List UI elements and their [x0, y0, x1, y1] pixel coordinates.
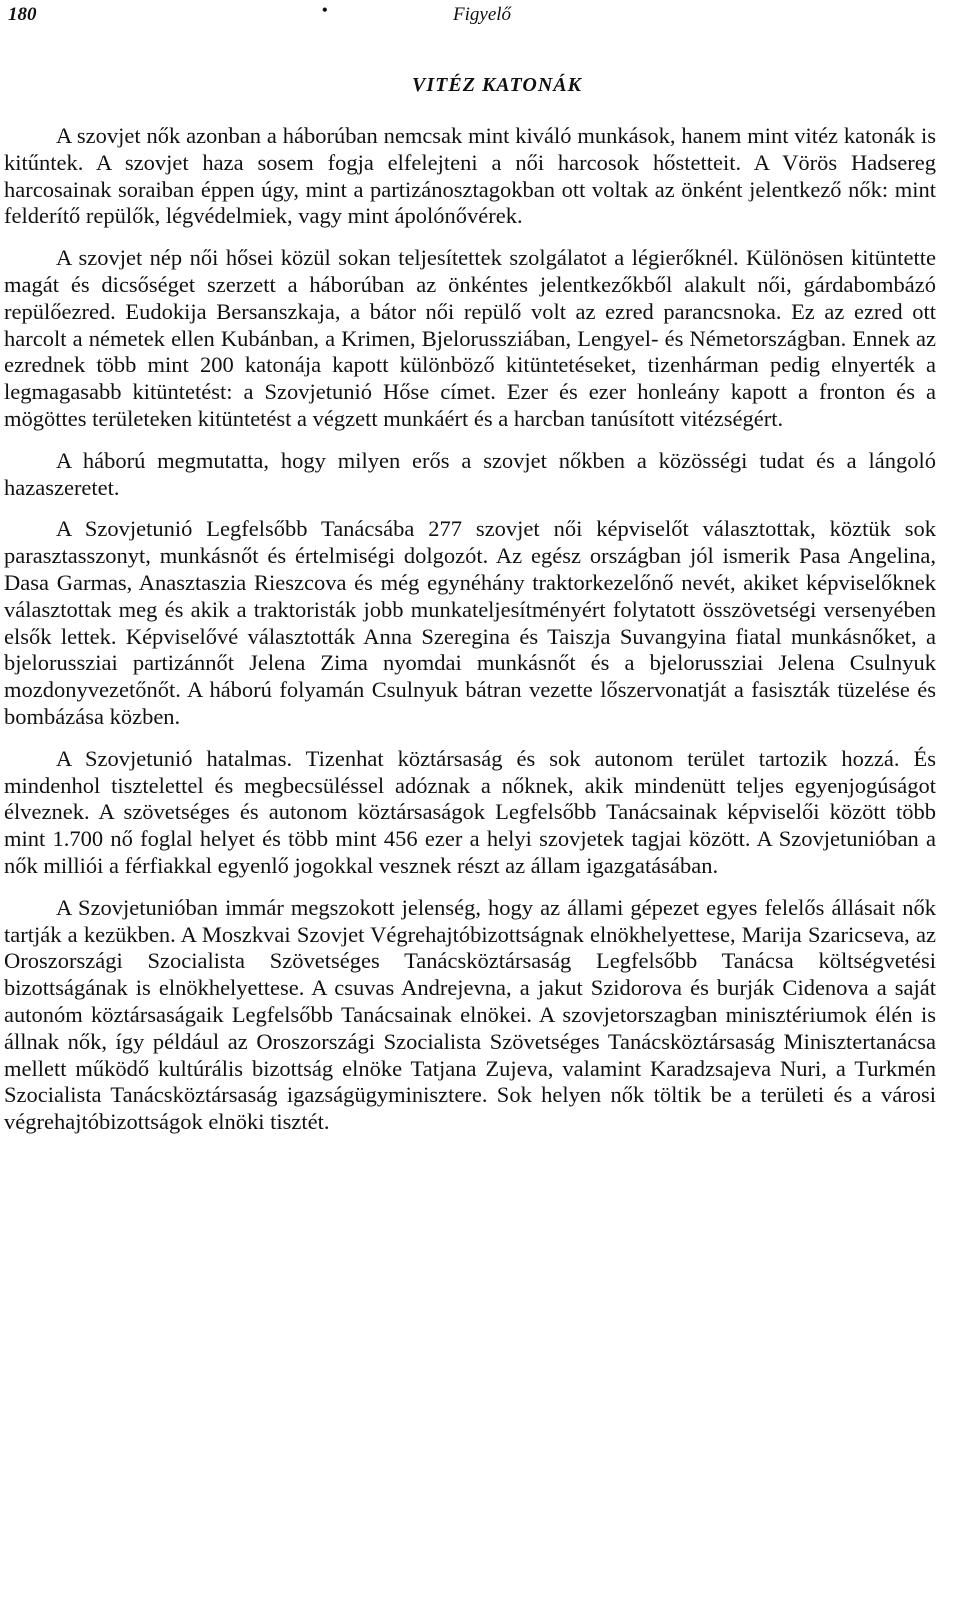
- running-title: Figyelő: [453, 4, 512, 25]
- paragraph: A háború megmutatta, hogy milyen erős a szovjet nőkben a közösségi tudat és a lángoló hazaszeretet.: [4, 447, 936, 500]
- page-header: [4, 0, 936, 36]
- article-title: VITÉZ KATONÁK: [412, 74, 582, 96]
- paragraph: A Szovjetunió hatalmas. Tizenhat köztársaság és sok autonom terület tartozik hozzá. És mindenhol tisztelettel és megbecsüléssel adóznak a nőknek, akik mindenütt teljes egyenjogúságot élveznek. A szövetséges és autonom köztársaságok Legfelsőbb Tanácsainak képviselői között több mint 1.700 nő foglal helyet és több mint 456 ezer a helyi szovjetek tagjai között. A Szovjetunióban a nők milliói a férfiakkal egyenlő jogokkal vesznek részt az állam igazgatásában.: [4, 745, 936, 878]
- page-number: 180: [8, 4, 37, 25]
- paragraph: A Szovjetunióban immár megszokott jelenség, hogy az állami gépezet egyes felelős állásait nők tartják a kezükben. A Moszkvai Szovjet Végrehajtóbizottságnak elnökhelyettese, Marija Szaricseva, az Oroszországi Szocialista Szövetséges Tanácsköztársaság Legfelsőbb Tanácsa költségvetési bizottságának is elnökhelyettese. A csuvas Andrejevna, a jakut Szidorova és burják Cidenova a saját autonóm köztársaságaik Legfelsőbb Tanácsainak elnökei. A szovjetorszagban minisztériumok élén is állnak nők, így például az Oroszországi Szocialista Szövetséges Tanácsköztársaság Minisztertanácsa mellett működő kultúrális bizottság elnöke Tatjana Zujeva, valamint Karadzsajeva Nuri, a Turkmén Szocialista Tanácsköztársaság igazságügyminisztere. Sok helyen nők töltik be a területi és a városi végrehajtóbizottságok elnöki tisztét.: [4, 894, 936, 1135]
- paragraph: A Szovjetunió Legfelsőbb Tanácsába 277 szovjet női képviselőt választottak, köztük sok parasztasszonyt, munkásnőt és értelmiségi dolgozót. Az egész országban jól ismerik Pasa Angelina, Dasa Garmas, Anasztaszia Rieszcova és még egynéhány traktorkezelőnő nevét, akiket képviselőknek választottak meg és akik a traktoristák jobb munkateljesítményért folytatott összövetségi versenyében elsők lettek. Képviselővé választották Anna Szeregina és Taiszja Suvangyina fiatal munkásnőket, a bjelorussziai partizánnőt Jelena Zima nyomdai munkásnőt és a bjelorussziai Jelena Csulnyuk mozdonyvezetőnőt. A háború folyamán Csulnyuk bátran vezette lőszervonatját a fasiszták tüzelése és bombázása közben.: [4, 516, 936, 729]
- paragraph: A szovjet nők azonban a háborúban nemcsak mint kiváló munkások, hanem mint vitéz katonák is kitűntek. A szovjet haza sosem fogja elfelejteni a női harcosok hőstetteit. A Vörös Hadsereg harcosainak soraiban éppen úgy, mint a partizánosztagokban ott voltak az önként jelentkező nők: mint felderítő repülők, légvédelmiek, vagy mint ápolónővérek.: [4, 123, 936, 229]
- paragraph: A szovjet nép női hősei közül sokan teljesítettek szolgálatot a légierőknél. Különösen kitüntette magát és dicsőséget szerzett a háborúban az önkéntes jelentkezőkből alakult női, gárdabombázó repülőezred. Eudokija Bersanszkaja, a bátor női repülő volt az ezred parancsnoka. Ez az ezred ott harcolt a németek ellen Kubánban, a Krimen, Bjelorussziában, Lengyel- és Németországban. Ennek az ezrednek több mint 200 katonája kapott különböző kitüntetéseket, tizenhárman pedig elnyerték a legmagasabb kitüntetést: a Szovjetunió Hőse címet. Ezer és ezer honleány kapott a fronton és a mögöttes területeken kitüntetést a végzett munkáért és a harcban tanúsított vitézségért.: [4, 245, 936, 431]
- article-body: [4, 123, 936, 1136]
- header-bullet: •: [322, 2, 328, 19]
